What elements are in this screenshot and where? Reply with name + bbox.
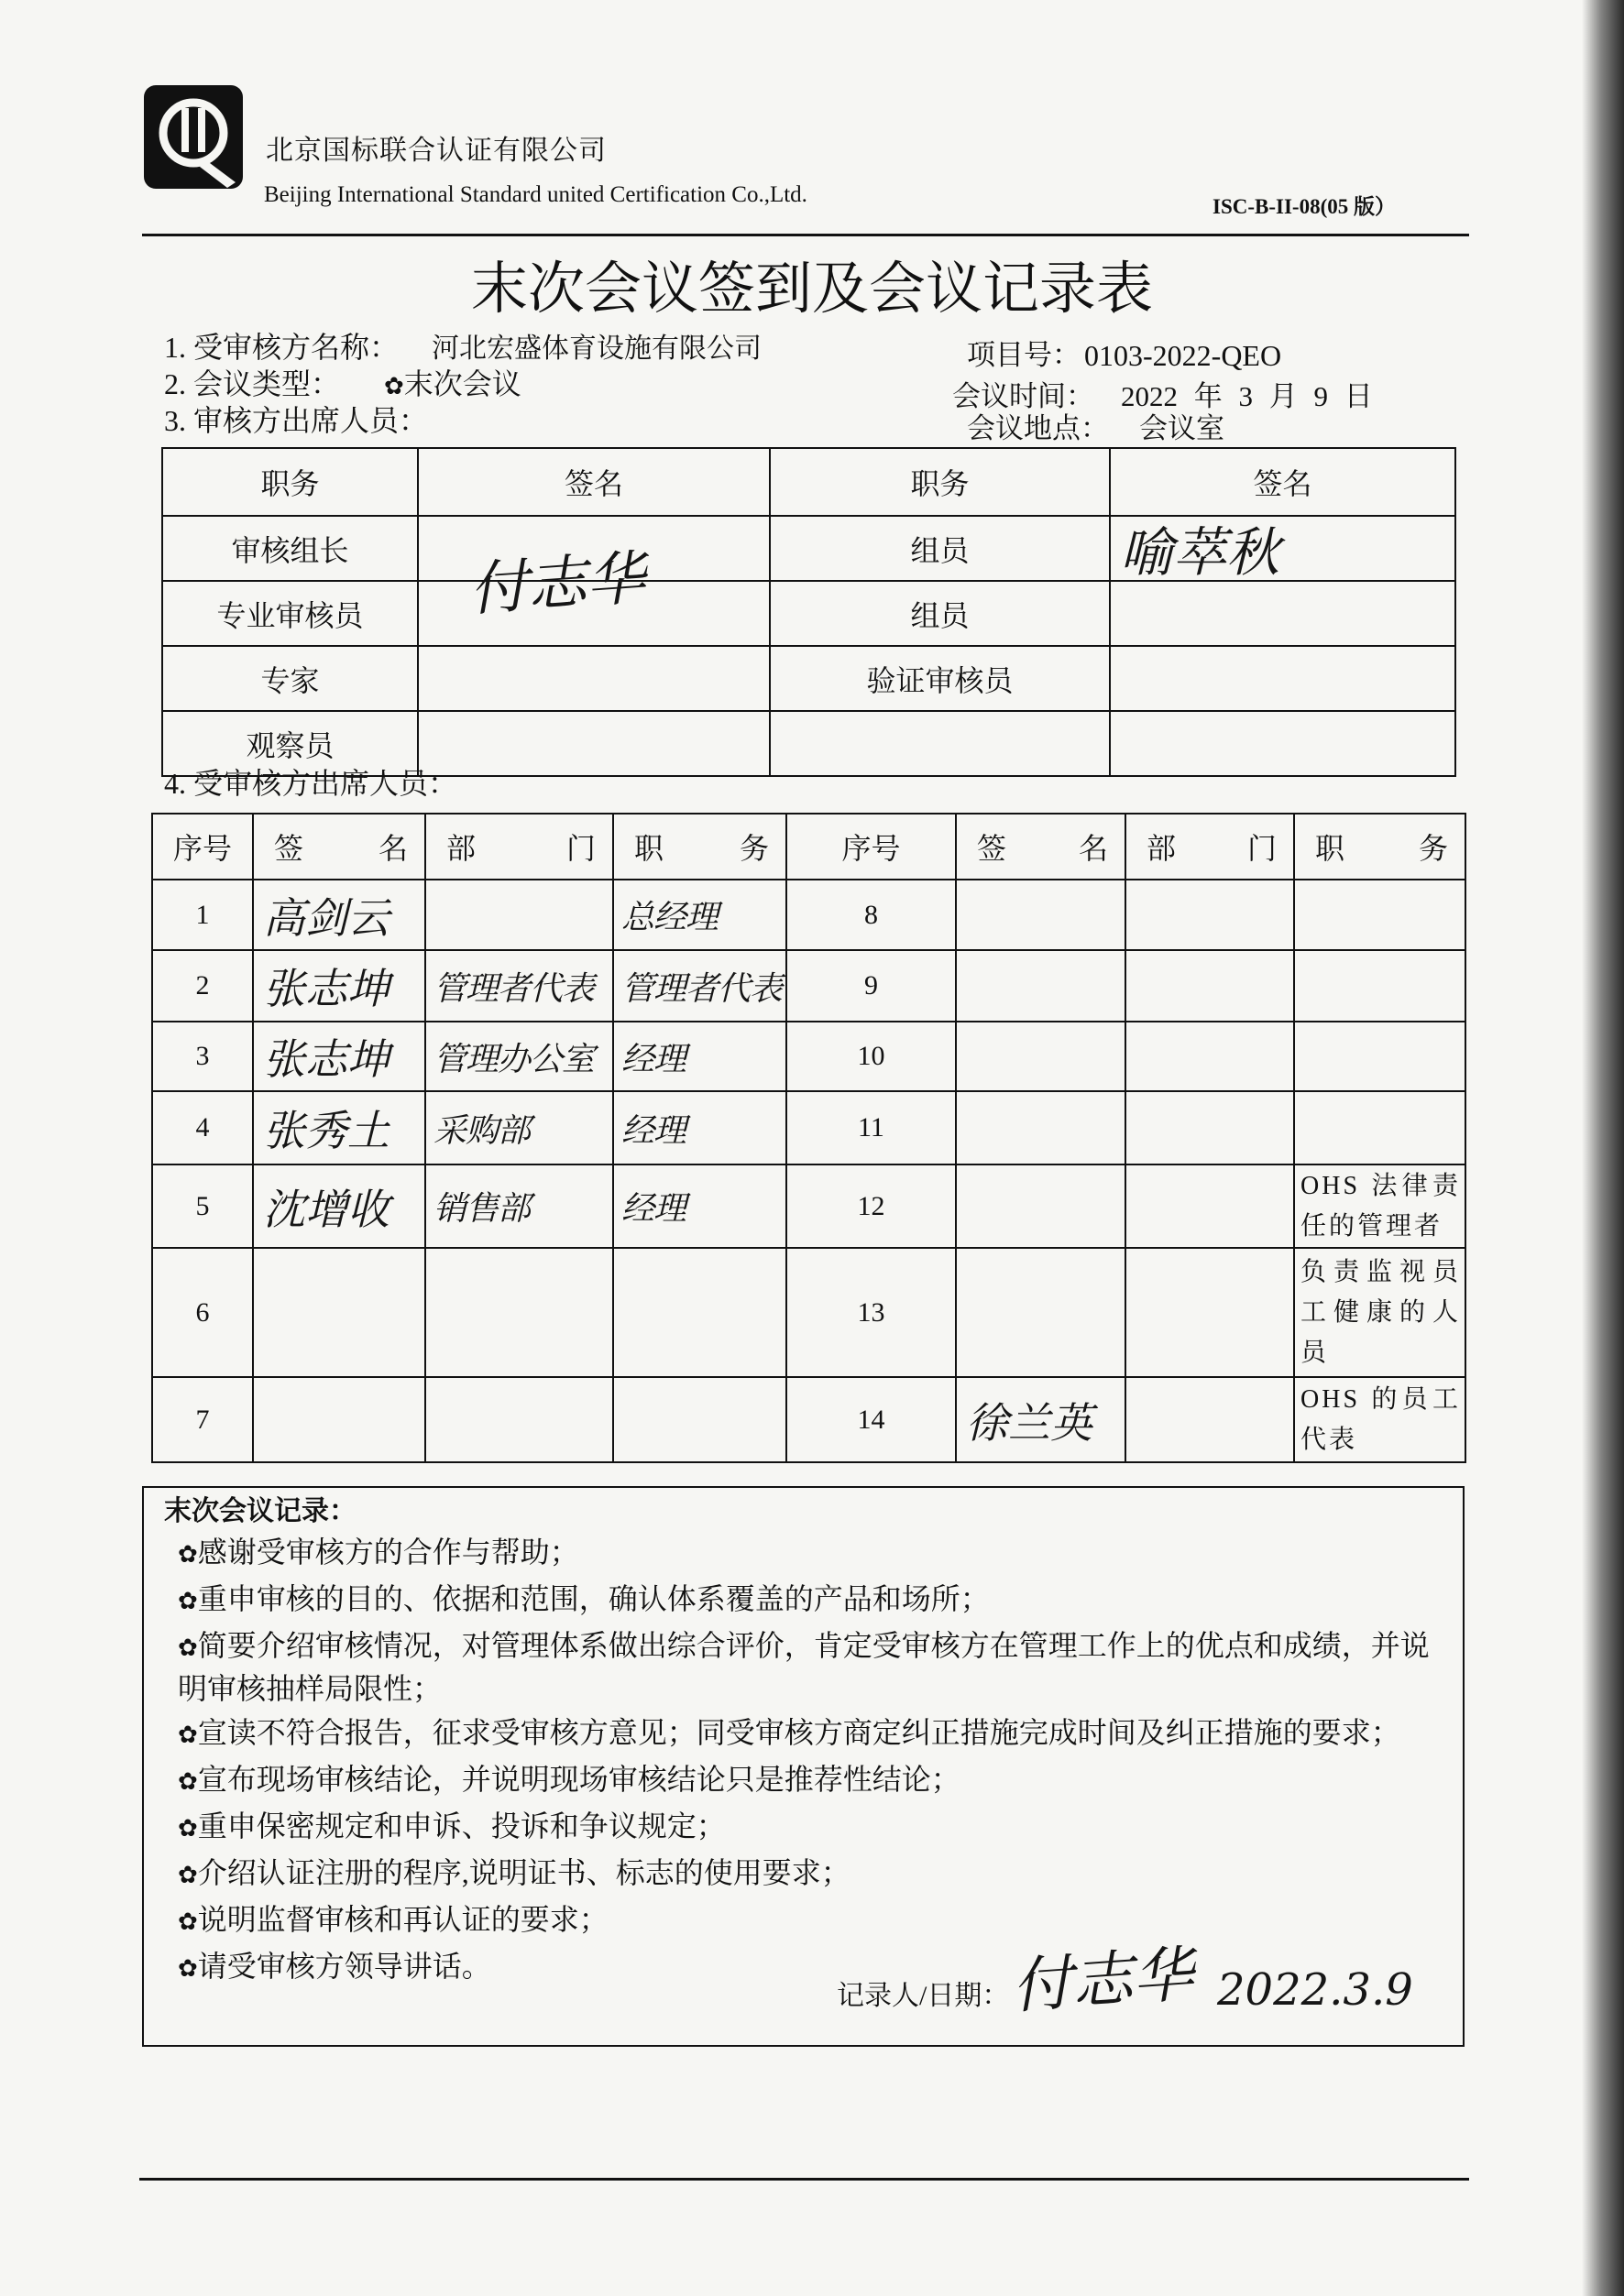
row-number-right: 14 — [786, 1377, 956, 1462]
list-item-text: 介绍认证注册的程序,说明证书、标志的使用要求； — [197, 1856, 850, 1889]
meeting-place-label: 会议地点： — [967, 412, 1109, 444]
column-header-position: 职务 — [1294, 814, 1465, 880]
meeting-type-value: 末次会议 — [403, 367, 521, 400]
row-number-left: 1 — [152, 880, 253, 950]
department-right — [1125, 950, 1294, 1022]
flower-bullet-icon: ✿ — [178, 1722, 198, 1749]
list-item — [178, 1853, 1447, 1896]
flower-bullet-icon: ✿ — [178, 1588, 198, 1615]
department-left — [425, 1377, 613, 1462]
role-right: 验证审核员 — [770, 646, 1110, 711]
flower-bullet-icon: ✿ — [178, 1908, 198, 1936]
auditee-name-value: 河北宏盛体育设施有限公司 — [432, 333, 762, 364]
meeting-time-label: 会议时间： — [952, 380, 1094, 412]
auditor-attendance-table — [161, 447, 1456, 777]
list-item — [178, 1625, 1447, 1709]
table-row — [152, 950, 1465, 1022]
signature-left — [253, 1248, 425, 1377]
document-code: ISC-B-II-08(05 版） — [1213, 195, 1396, 218]
list-item — [178, 1579, 1447, 1622]
column-header-signature: 签名 — [956, 814, 1125, 880]
row-number-right: 8 — [786, 880, 956, 950]
audit-leader-signature: 付志华 — [466, 544, 648, 625]
position-right: 负责监视员工健康的人员 — [1294, 1248, 1465, 1377]
position-right: OHS 的员工代表 — [1294, 1377, 1465, 1462]
list-item-text: 宣读不符合报告，征求受审核方意见；同受审核方商定纠正措施完成时间及纠正措施的要求； — [197, 1716, 1400, 1749]
table-row — [162, 581, 1455, 646]
signature-right — [956, 1248, 1125, 1377]
list-item-text: 感谢受审核方的合作与帮助； — [197, 1536, 579, 1569]
row-number-left: 2 — [152, 950, 253, 1022]
role-right: 组员 — [770, 516, 1110, 581]
department-right — [1125, 1022, 1294, 1091]
flower-bullet-icon: ✿ — [178, 1862, 198, 1889]
position-right — [1294, 950, 1465, 1022]
auditee-attendance-table — [151, 813, 1466, 1463]
row-number-right: 13 — [786, 1248, 956, 1377]
signature-right — [956, 1164, 1125, 1248]
column-header-role: 职务 — [770, 448, 1110, 516]
table-row — [152, 1091, 1465, 1164]
position-right: OHS 法律责任的管理者 — [1294, 1164, 1465, 1248]
meeting-time-value: 2022 年 3 月 9 日 — [1121, 380, 1373, 412]
row-number-right: 11 — [786, 1091, 956, 1164]
row-number-right: 9 — [786, 950, 956, 1022]
department-right — [1125, 1164, 1294, 1248]
recorder-signature: 付志华 — [1009, 1939, 1196, 2022]
department-left: 采购部 — [425, 1091, 613, 1164]
footer-divider — [139, 2178, 1469, 2181]
signature-cell — [1110, 581, 1455, 646]
department-right — [1125, 1248, 1294, 1377]
signature-right — [956, 1022, 1125, 1091]
signature-left: 张志坤 — [253, 950, 425, 1022]
position-right — [1294, 880, 1465, 950]
header-divider — [142, 234, 1469, 236]
meeting-records-box — [142, 1486, 1465, 2047]
scan-edge-shadow — [1582, 0, 1624, 2296]
flower-bullet-icon: ✿ — [178, 1955, 198, 1983]
row-number-right: 10 — [786, 1022, 956, 1091]
row-number-left: 5 — [152, 1164, 253, 1248]
table-row — [152, 880, 1465, 950]
auditor-attendees-label: 3. 审核方出席人员： — [164, 404, 429, 437]
page-title: 末次会议签到及会议记录表 — [470, 258, 1153, 321]
signature-right — [956, 880, 1125, 950]
signature-left — [253, 1377, 425, 1462]
position-left: 总经理 — [613, 880, 786, 950]
column-header-position: 职务 — [613, 814, 786, 880]
signature-left: 张秀土 — [253, 1091, 425, 1164]
signature-cell — [418, 646, 770, 711]
list-item — [178, 1759, 1447, 1802]
company-logo — [142, 83, 245, 191]
list-item — [178, 1712, 1447, 1755]
flower-bullet-icon: ✿ — [178, 1541, 198, 1569]
team-member-signature: 喻萃秋 — [1120, 521, 1280, 584]
department-right — [1125, 1091, 1294, 1164]
auditee-name-label: 1. 受审核方名称： — [164, 331, 400, 364]
role-left: 审核组长 — [162, 516, 418, 581]
list-item-text: 简要介绍审核情况，对管理体系做出综合评价，肯定受审核方在管理工作上的优点和成绩，并说明审核抽样局限性； — [178, 1629, 1430, 1705]
table-row — [152, 1022, 1465, 1091]
table-header-row — [162, 448, 1455, 516]
role-left: 专家 — [162, 646, 418, 711]
flower-bullet-icon: ✿ — [178, 1635, 198, 1662]
recorder-date-label: 记录人/日期： — [837, 1981, 1010, 2011]
signature-cell — [1110, 646, 1455, 711]
row-number-left: 6 — [152, 1248, 253, 1377]
signature-right — [956, 1091, 1125, 1164]
column-header-signature: 签名 — [253, 814, 425, 880]
auditee-attendees-label: 4. 受审核方出席人员： — [164, 767, 458, 800]
records-title: 末次会议记录： — [164, 1496, 357, 1526]
role-right: 组员 — [770, 581, 1110, 646]
role-left: 观察员 — [162, 711, 418, 776]
department-left: 销售部 — [425, 1164, 613, 1248]
flower-bullet-icon: ✿ — [178, 1768, 198, 1796]
meeting-type-marker-icon: ✿ — [384, 373, 404, 400]
meeting-place-value: 会议室 — [1139, 412, 1224, 444]
company-name-english: Beijing International Standard united Certification Co.,Ltd. — [264, 182, 807, 207]
meeting-type-value-group — [384, 366, 521, 401]
department-left — [425, 1248, 613, 1377]
list-item — [178, 1899, 1447, 1942]
row-number-left: 7 — [152, 1377, 253, 1462]
table-row — [152, 1164, 1465, 1248]
project-number-value: 0103-2022-QEO — [1084, 339, 1282, 372]
meeting-type-label: 2. 会议类型： — [164, 367, 341, 400]
department-right — [1125, 880, 1294, 950]
role-left: 专业审核员 — [162, 581, 418, 646]
column-header-role: 职务 — [162, 448, 418, 516]
row-number-left: 3 — [152, 1022, 253, 1091]
column-header-number: 序号 — [152, 814, 253, 880]
row-number-right: 12 — [786, 1164, 956, 1248]
department-right — [1125, 1377, 1294, 1462]
signature-left: 张志坤 — [253, 1022, 425, 1091]
position-left — [613, 1377, 786, 1462]
department-left: 管理办公室 — [425, 1022, 613, 1091]
column-header-department: 部门 — [1125, 814, 1294, 880]
table-row — [162, 646, 1455, 711]
signature-right: 徐兰英 — [956, 1377, 1125, 1462]
position-left: 经理 — [613, 1091, 786, 1164]
list-item — [178, 1806, 1447, 1849]
signature-right — [956, 950, 1125, 1022]
list-item-text: 请受审核方领导讲话。 — [197, 1950, 491, 1983]
list-item — [178, 1532, 1447, 1575]
column-header-signature: 签名 — [418, 448, 770, 516]
position-left: 管理者代表 — [613, 950, 786, 1022]
column-header-department: 部门 — [425, 814, 613, 880]
list-item-text: 重申审核的目的、依据和范围，确认体系覆盖的产品和场所； — [197, 1582, 990, 1615]
recorder-date: 2022.3.9 — [1217, 1964, 1413, 2016]
company-name-chinese: 北京国标联合认证有限公司 — [266, 136, 607, 166]
table-row — [152, 1248, 1465, 1377]
position-right — [1294, 1022, 1465, 1091]
position-right — [1294, 1091, 1465, 1164]
list-item-text: 宣布现场审核结论，并说明现场审核结论只是推荐性结论； — [197, 1763, 960, 1796]
project-number-label: 项目号： — [967, 339, 1081, 371]
flower-bullet-icon: ✿ — [178, 1815, 198, 1842]
table-row — [152, 1377, 1465, 1462]
signature-cell — [1110, 711, 1455, 776]
column-header-signature: 签名 — [1110, 448, 1455, 516]
department-left: 管理者代表 — [425, 950, 613, 1022]
signature-left: 高剑云 — [253, 880, 425, 950]
role-right — [770, 711, 1110, 776]
signature-cell — [418, 711, 770, 776]
position-left: 经理 — [613, 1164, 786, 1248]
row-number-left: 4 — [152, 1091, 253, 1164]
signature-left: 沈增收 — [253, 1164, 425, 1248]
list-item-text: 说明监督审核和再认证的要求； — [197, 1903, 609, 1936]
list-item-text: 重申保密规定和申诉、投诉和争议规定； — [197, 1809, 726, 1842]
department-left — [425, 880, 613, 950]
column-header-number: 序号 — [786, 814, 956, 880]
table-header-row — [152, 814, 1465, 880]
position-left — [613, 1248, 786, 1377]
records-list — [178, 1532, 1447, 1993]
position-left: 经理 — [613, 1022, 786, 1091]
